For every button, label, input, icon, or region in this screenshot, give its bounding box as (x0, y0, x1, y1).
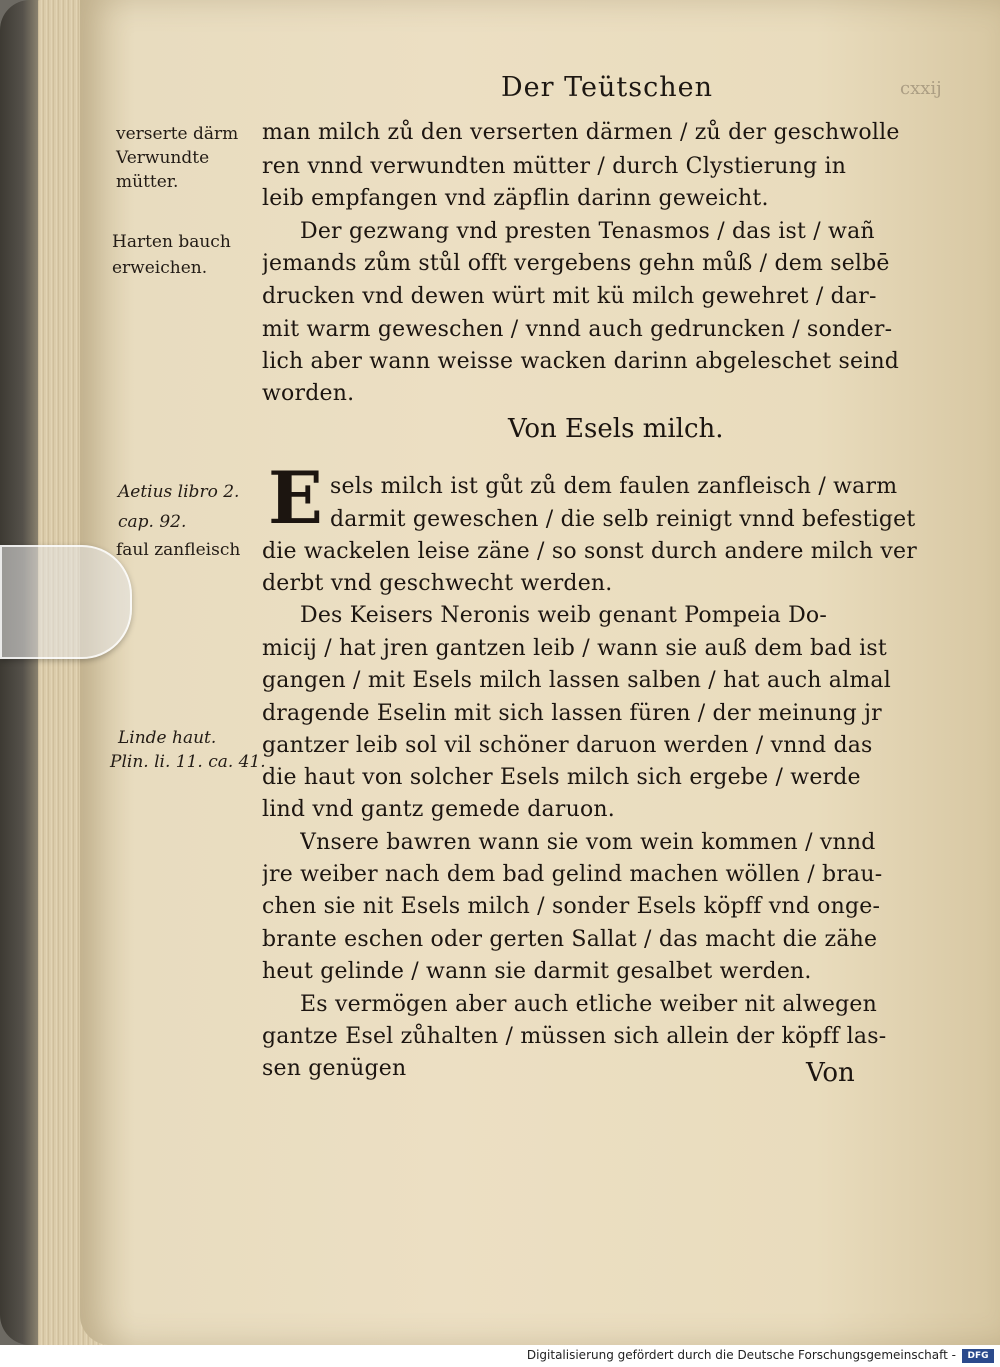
text-line: ren vnnd verwundten mütter / durch Clystierung in (262, 154, 847, 179)
text-line: drucken vnd dewen würt mit kü milch gewehret / dar- (262, 284, 877, 309)
margin-note-plinius: Plin. li. 11. ca. 41. (110, 752, 266, 772)
text-line: gantze Esel zůhalten / müssen sich allein der köpff las- (262, 1024, 887, 1049)
page-clip (0, 545, 132, 659)
text-line: jre weiber nach dem bad gelind machen wöllen / brau- (262, 862, 883, 887)
margin-note-mutter: mütter. (116, 172, 179, 192)
text-line: darmit geweschen / die selb reinigt vnnd befestiget (330, 507, 916, 532)
footer-credit: Digitalisierung gefördert durch die Deutsche Forschungsgemeinschaft - (526, 1348, 956, 1362)
footer-bar (0, 1345, 1000, 1367)
margin-note-faul-zanfleisch: faul zanfleisch (116, 540, 241, 560)
text-line: Der gezwang vnd presten Tenasmos / das ist / wañ (300, 219, 875, 244)
text-line: gangen / mit Esels milch lassen salben / hat auch almal (262, 668, 891, 693)
dfg-logo: DFG (962, 1349, 994, 1363)
text-line: sen genügen (262, 1056, 407, 1081)
text-line: man milch zů den verserten därmen / zů der geschwolle (262, 120, 900, 145)
text-line: dragende Eselin mit sich lassen füren / der meinung jr (262, 701, 882, 726)
margin-note-verwundte: Verwundte (116, 148, 210, 168)
margin-note-linde-haut: Linde haut. (118, 728, 217, 748)
text-line: mit warm geweschen / vnnd auch gedruncken / sonder- (262, 317, 893, 342)
text-line: micij / hat jren gantzen leib / wann sie auß dem bad ist (262, 636, 887, 661)
folio-number: cxxij (900, 78, 942, 99)
text-line: die wackelen leise zäne / so sonst durch andere milch ver (262, 539, 917, 564)
text-line: Vnsere bawren wann sie vom wein kommen / vnnd (300, 830, 876, 855)
text-line: Es vermögen aber auch etliche weiber nit alwegen (300, 992, 878, 1017)
text-line: leib empfangen vnd zäpflin darinn geweicht. (262, 186, 769, 211)
text-line: Des Keisers Neronis weib genant Pompeia Do- (300, 603, 828, 628)
text-line: lind vnd gantz gemede daruon. (262, 797, 615, 822)
book-cover (0, 0, 38, 1345)
text-line: derbt vnd geschwecht werden. (262, 571, 613, 596)
decorated-initial: E (268, 455, 323, 540)
section-heading: Von Esels milch. (508, 414, 724, 444)
text-line: chen sie nit Esels milch / sonder Esels köpff vnd onge- (262, 894, 881, 919)
text-line: brante eschen oder gerten Sallat / das macht die zähe (262, 927, 878, 952)
text-line: worden. (262, 381, 355, 406)
margin-note-harten-bauch: Harten bauch (112, 232, 231, 252)
text-line: heut gelinde / wann sie darmit gesalbet werden. (262, 959, 812, 984)
margin-note-cap: cap. 92. (118, 512, 187, 532)
margin-note-aetius: Aetius libro 2. (118, 482, 240, 502)
text-line: sels milch ist gůt zů dem faulen zanfleisch / warm (330, 474, 898, 499)
margin-note-erweichen: erweichen. (112, 258, 208, 278)
catchword: Von (806, 1058, 855, 1088)
text-line: die haut von solcher Esels milch sich ergebe / werde (262, 765, 861, 790)
running-header: Der Teütschen (501, 72, 713, 103)
text-line: jemands zům stůl offt vergebens gehn můß / dem selbē (262, 251, 890, 276)
text-line: lich aber wann weisse wacken darinn abgeleschet seind (262, 349, 900, 374)
text-line: gantzer leib sol vil schöner daruon werden / vnnd das (262, 733, 873, 758)
margin-note-verserte: verserte därm (116, 124, 239, 144)
